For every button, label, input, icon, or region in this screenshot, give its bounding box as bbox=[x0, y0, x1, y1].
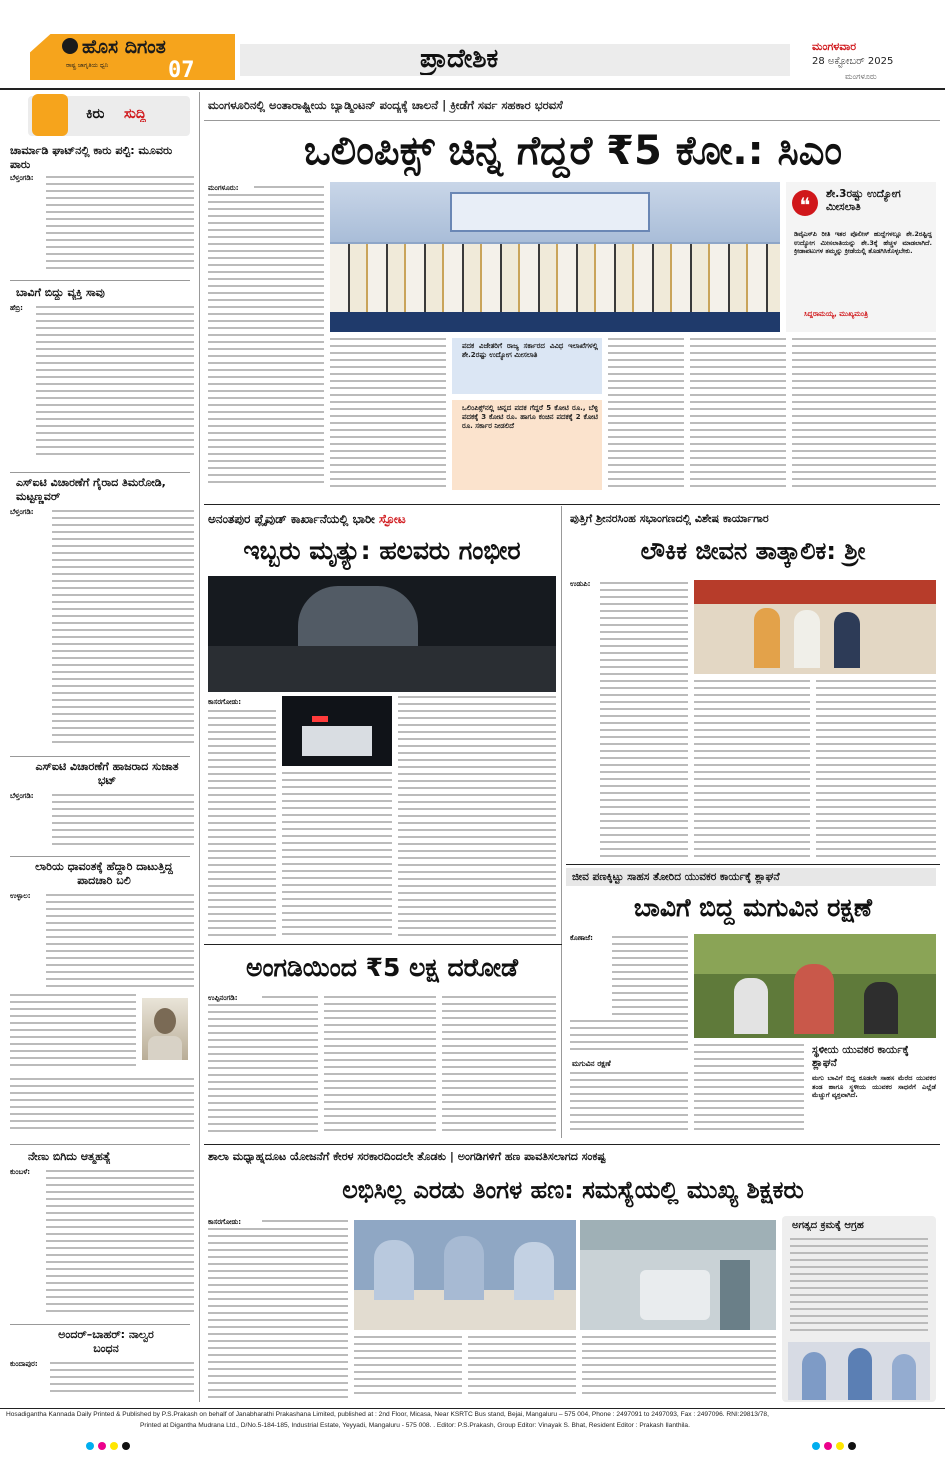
sidebar-divider bbox=[10, 1144, 190, 1145]
lead-kicker: ಮಂಗಳೂರಿನಲ್ಲಿ ಅಂತಾರಾಷ್ಟ್ರೀಯ ಬ್ಯಾಡ್ಮಿಂಟನ್ ಪಂದ್ಯಕ್ಕೆ ಚಾಲನೆ | ಕ್ರೀಡೆಗೆ ಸರ್ವ ಸಹಕಾರ ಭರವಸೆ bbox=[208, 98, 563, 112]
well-caption-title: ಸ್ಥಳೀಯ ಯುವಕರ ಕಾರ್ಯಕ್ಕೆ ಶ್ಲಾಘನೆ bbox=[812, 1044, 909, 1069]
school-kicker: ಶಾಲಾ ಮಧ್ಯಾಹ್ನದೂಟ ಯೋಜನೆಗೆ ಕೇರಳ ಸರಕಾರದಿಂದಲೇ ತೊಡಕು | ಅಂಗಡಿಗಳಿಗೆ ಹಣ ಪಾವತಿಸಲಾಗದ ಸಂಕಷ್ಟ bbox=[208, 1150, 606, 1163]
masthead-rule bbox=[0, 88, 945, 90]
sidebar-item-dateline: ಬೆಳ್ತಂಗಡಿ: bbox=[10, 792, 34, 800]
section-bar bbox=[240, 44, 790, 76]
brand-tagline: ರಾಷ್ಟ್ರ ಜಾಗೃತಿಯ ಧ್ವನಿ bbox=[66, 62, 109, 69]
sidebar-item-headline: ನೇಣು ಬಿಗಿದು ಆತ್ಮಹತ್ಯೆ bbox=[28, 1150, 111, 1163]
footer-rule bbox=[0, 1408, 945, 1409]
puttige-kicker: ಪುತ್ತಿಗೆ ಶ್ರೀನರಸಿಂಹ ಸಭಾಂಗಣದಲ್ಲಿ ವಿಶೇಷ ಕಾರ್ಯಾಗಾರ bbox=[570, 512, 769, 525]
sidebar-item-headline: ಚಾರ್ಮಾಡಿ ಘಾಟ್‌ನಲ್ಲಿ ಕಾರು ಪಲ್ಟಿ: ಮೂವರು ಪಾರು bbox=[10, 144, 173, 171]
well-body bbox=[570, 1020, 688, 1058]
column-rule bbox=[561, 506, 562, 1138]
blast-photo-night bbox=[208, 576, 556, 692]
quote-title: ಶೇ.3ರಷ್ಟು ಉದ್ಯೋಗ ಮೀಸಲಾತಿ bbox=[826, 188, 901, 213]
school-side-body bbox=[790, 1238, 928, 1338]
quote-body: ಡಿವೈಎಸ್‌ಪಿ ರೀತಿ ಇತರ ಪೊಲೀಸ್ ಹುದ್ದೆಗಳಲ್ಲೂ ಶೇ.2ರಷ್ಟಿದ್ದ ಉದ್ಯೋಗ ಮೀಸಲಾತಿಯನ್ನು ಶೇ.3ಕ್ಕೆ ಹೆಚ್ಚಳ ಮಾಡಲಾಗಿದೆ. ಕ್ರೀಡಾಪಟುಗಳ ತಮ್ಮನ್ನು ಕ್ರೀಡೆಯಲ್ಲಿ ತೊಡಗಿಸಿಕೊಳ್ಳಬೇಕು. bbox=[794, 230, 932, 255]
section-rule bbox=[204, 1144, 940, 1145]
puttige-photo bbox=[694, 580, 936, 674]
school-body bbox=[354, 1336, 462, 1402]
sidebar-item-dateline: ಬೆಳ್ತಂಗಡಿ: bbox=[10, 508, 34, 516]
school-body bbox=[582, 1336, 776, 1402]
school-headline: ಲಭಿಸಿಲ್ಲ ಎರಡು ತಿಂಗಳ ಹಣ: ಸಮಸ್ಯೆಯಲ್ಲಿ ಮುಖ್ಯ ಶಿಕ್ಷಕರು bbox=[342, 1176, 804, 1204]
masthead-day: ಮಂಗಳವಾರ bbox=[812, 40, 857, 53]
well-headline: ಬಾವಿಗೆ ಬಿದ್ದ ಮಗುವಿನ ರಕ್ಷಣೆ bbox=[633, 893, 873, 922]
sidebar-divider bbox=[10, 856, 190, 857]
puttige-body bbox=[816, 680, 936, 862]
section-rule bbox=[566, 864, 940, 865]
masthead bbox=[0, 0, 945, 88]
lead-bullet: ಪದಕ ವಿಜೇತರಿಗೆ ರಾಜ್ಯ ಸರ್ಕಾರದ ವಿವಿಧ ಇಲಾಖೆಗಳಲ್ಲಿ ಶೇ.2ರಷ್ಟು ಉದ್ಯೋಗ ಮೀಸಲಾತಿ bbox=[462, 342, 598, 359]
quote-mark-icon: ❝ bbox=[792, 190, 818, 216]
blast-headline: ಇಬ್ಬರು ಮೃತ್ಯು: ಹಲವರು ಗಂಭೀರ bbox=[243, 536, 521, 565]
sidebar-item-dateline: ಹೆಬ್ರಿ: bbox=[10, 304, 23, 312]
sidebar-item-headline: ಅಂದರ್–ಬಾಹರ್: ನಾಲ್ವರ ಬಂಧನ bbox=[58, 1328, 154, 1355]
well-body bbox=[612, 936, 688, 1020]
blast-dateline: ಕಾಸರಗೋಡು: bbox=[208, 698, 242, 706]
masthead-city: ಮಂಗಳೂರು bbox=[845, 72, 877, 81]
well-body bbox=[570, 1072, 688, 1138]
sidebar-item-dateline: ಕುಂಬಳೆ: bbox=[10, 1168, 31, 1176]
puttige-headline: ಲೌಕಿಕ ಜೀವನ ತಾತ್ಕಾಲಿಕ: ಶ್ರೀ bbox=[640, 537, 866, 565]
registration-marks bbox=[0, 1440, 945, 1456]
lead-headline: ಒಲಿಂಪಿಕ್ಸ್ ಚಿನ್ನ ಗೆದ್ದರೆ ₹5 ಕೋ.: ಸಿಎಂ bbox=[303, 128, 843, 174]
school-dateline: ಕಾಸರಗೋಡು: bbox=[208, 1218, 242, 1226]
puttige-body bbox=[694, 680, 810, 862]
sidebar-divider bbox=[10, 280, 190, 281]
blast-kicker-text: ಅನಂತಪುರ ಪ್ಲೈವುಡ್ ಕಾರ್ಖಾನೆಯಲ್ಲಿ ಭಾರೀ bbox=[208, 512, 375, 526]
well-kicker: ಜೀವ ಪಣಕ್ಕಿಟ್ಟು ಸಾಹಸ ತೋರಿದ ಯುವಕರ ಕಾರ್ಯಕ್ಕೆ ಶ್ಲಾಘನೆ bbox=[572, 871, 780, 883]
lead-bottom-rule bbox=[204, 504, 940, 505]
sidebar-item-body bbox=[36, 306, 194, 466]
blast-kicker-accent: ಸ್ಫೋಟ bbox=[379, 512, 406, 526]
robbery-dateline: ಉಪ್ಪಿನಂಗಡಿ: bbox=[208, 994, 238, 1002]
masthead-date: 28 ಅಕ್ಟೋಬರ್ 2025 bbox=[812, 56, 894, 67]
sidebar-item-body bbox=[46, 894, 194, 994]
lead-body bbox=[608, 338, 684, 494]
lead-body bbox=[690, 338, 786, 494]
blast-photo-ambulance bbox=[282, 696, 392, 766]
sidebar-divider bbox=[10, 1324, 190, 1325]
blast-body bbox=[208, 710, 276, 940]
footer-imprint-line2: Printed at Digantha Mudrana Ltd., D/No.5-184-185, Industrial Estate, Yeyyadi, Mangaluru - 575 008. . Editor: P.S.Prakash, Group Editor: Vinayak S. Bhat, Resident Editor : Prakash Ilanthila. bbox=[140, 1422, 690, 1429]
well-dateline: ಕೊಣಾಜೆ: bbox=[570, 934, 593, 942]
school-photo-kids bbox=[354, 1220, 576, 1330]
sidebar-item-body bbox=[52, 794, 194, 854]
lead-photo bbox=[330, 182, 780, 332]
sidebar-divider bbox=[10, 756, 190, 757]
brand-badge-icon bbox=[62, 38, 78, 54]
sidebar-divider bbox=[10, 472, 190, 473]
school-body bbox=[468, 1336, 576, 1402]
lead-body bbox=[330, 338, 446, 494]
sidebar-item-body bbox=[10, 994, 136, 1074]
sidebar-item-headline: ಎಸ್‌ಐಟಿ ವಿಚಾರಣೆಗೆ ಹಾಜರಾದ ಸುಜಾತ ಭಟ್ bbox=[35, 760, 179, 787]
sidebar-rule bbox=[199, 92, 200, 1402]
sidebar-title-a: ಕಿರು bbox=[86, 106, 105, 122]
obituary-portrait bbox=[142, 998, 188, 1060]
school-side-box bbox=[782, 1216, 936, 1402]
school-body bbox=[208, 1228, 348, 1402]
sidebar-item-body bbox=[10, 1078, 194, 1138]
lead-kicker-rule bbox=[204, 120, 940, 121]
school-side-title: ಅಗತ್ಯದ ಕ್ರಮಕ್ಕೆ ಆಗ್ರಹ bbox=[792, 1220, 864, 1231]
sidebar-item-dateline: ಉಳ್ಳಾಲ: bbox=[10, 892, 31, 900]
lead-bullet: ಒಲಿಂಪಿಕ್ಸ್‌ನಲ್ಲಿ ಚಿನ್ನದ ಪದಕ ಗೆದ್ದರೆ 5 ಕೋಟಿ ರೂ., ಬೆಳ್ಳಿ ಪದಕಕ್ಕೆ 3 ಕೋಟಿ ರೂ. ಹಾಗೂ ಕಂಚಿನ ಪದಕಕ್ಕೆ 2 ಕೋಟಿ ರೂ. ಸರ್ಕಾರ ನೀಡಲಿದೆ bbox=[462, 404, 598, 430]
quote-box bbox=[786, 182, 936, 332]
brand-name: ಹೊಸ ದಿಗಂತ bbox=[82, 36, 166, 58]
well-photo bbox=[694, 934, 936, 1038]
page-number: 07 bbox=[168, 58, 195, 83]
sidebar-item-body bbox=[46, 176, 194, 276]
section-rule bbox=[204, 944, 562, 945]
sidebar-item-headline: ಲಾರಿಯ ಧಾವಂತಕ್ಕೆ ಹೆದ್ದಾರಿ ದಾಟುತ್ತಿದ್ದ ಪಾದಚಾರಿ ಬಲಿ bbox=[35, 860, 173, 887]
sidebar-item-body bbox=[46, 1170, 194, 1320]
quote-byline: ಸಿದ್ದರಾಮಯ್ಯ, ಮುಖ್ಯಮಂತ್ರಿ bbox=[804, 310, 868, 318]
sidebar-item-headline: ಬಾವಿಗೆ ಬಿದ್ದು ವ್ಯಕ್ತಿ ಸಾವು bbox=[16, 286, 105, 299]
thumbs-icon bbox=[32, 94, 68, 136]
blast-body bbox=[282, 772, 392, 940]
school-side-photo bbox=[788, 1342, 930, 1400]
sidebar-item-body bbox=[50, 1362, 194, 1398]
sidebar bbox=[6, 92, 196, 1402]
blast-body bbox=[398, 696, 556, 940]
well-caption-body: ಮಗು ಬಾವಿಗೆ ಬಿದ್ದ ಕೂಡಲೇ ಸಾಹಸ ಮೆರೆದ ಯುವಕರ ತಂಡ ಹಾಗೂ ಸ್ಥಳೀಯ ಯುವಕರ ಸಾಧನೆಗೆ ಎಲ್ಲೆಡೆ ಮೆಚ್ಚುಗೆ ವ್ಯಕ್ತವಾಗಿದೆ. bbox=[812, 1074, 936, 1099]
sidebar-item-dateline: ಬೆಳ್ತಂಗಡಿ: bbox=[10, 174, 34, 182]
lead-body bbox=[792, 338, 936, 494]
lead-dateline: ಮಂಗಳೂರು: bbox=[208, 184, 239, 192]
lead-bullet-box bbox=[452, 338, 602, 494]
blast-kicker bbox=[208, 512, 406, 527]
robbery-body bbox=[324, 996, 436, 1136]
sidebar-item-dateline: ಕುಂದಾಪುರ: bbox=[10, 1360, 38, 1368]
section-title: ಪ್ರಾದೇಶಿಕ bbox=[420, 44, 499, 74]
well-body bbox=[694, 1044, 804, 1138]
well-subhead: ಮಗುವಿನ ರಕ್ಷಣೆ bbox=[572, 1059, 611, 1068]
robbery-headline: ಅಂಗಡಿಯಿಂದ ₹5 ಲಕ್ಷ ದರೋಡೆ bbox=[245, 953, 518, 982]
robbery-body bbox=[208, 1004, 318, 1136]
sidebar-title-b: ಸುದ್ದಿ bbox=[124, 106, 147, 122]
robbery-body bbox=[442, 996, 556, 1136]
puttige-dateline: ಉಡುಪಿ: bbox=[570, 580, 591, 588]
lead-body bbox=[208, 194, 324, 494]
footer-imprint-line1: Hosadigantha Kannada Daily Printed & Published by P.S.Prakash on behalf of Janabharathi Prakashana Limited, published at : 2nd Floor, Micasa, Near KSRTC Bus stand, Bejai, Mangaluru – 575 004, Phone : 2497091 to 2497093, Fax : 2497096. RNI:29813/78, bbox=[6, 1411, 769, 1418]
puttige-body bbox=[600, 582, 688, 862]
sidebar-item-headline: ಎಸ್‌ಐಟಿ ವಿಚಾರಣೆಗೆ ಗೈರಾದ ತಿಮರೋಡಿ, ಮಟ್ಟಣ್ಣವರ್ bbox=[16, 476, 166, 503]
school-photo-kitchen bbox=[580, 1220, 776, 1330]
sidebar-item-body bbox=[52, 510, 194, 750]
